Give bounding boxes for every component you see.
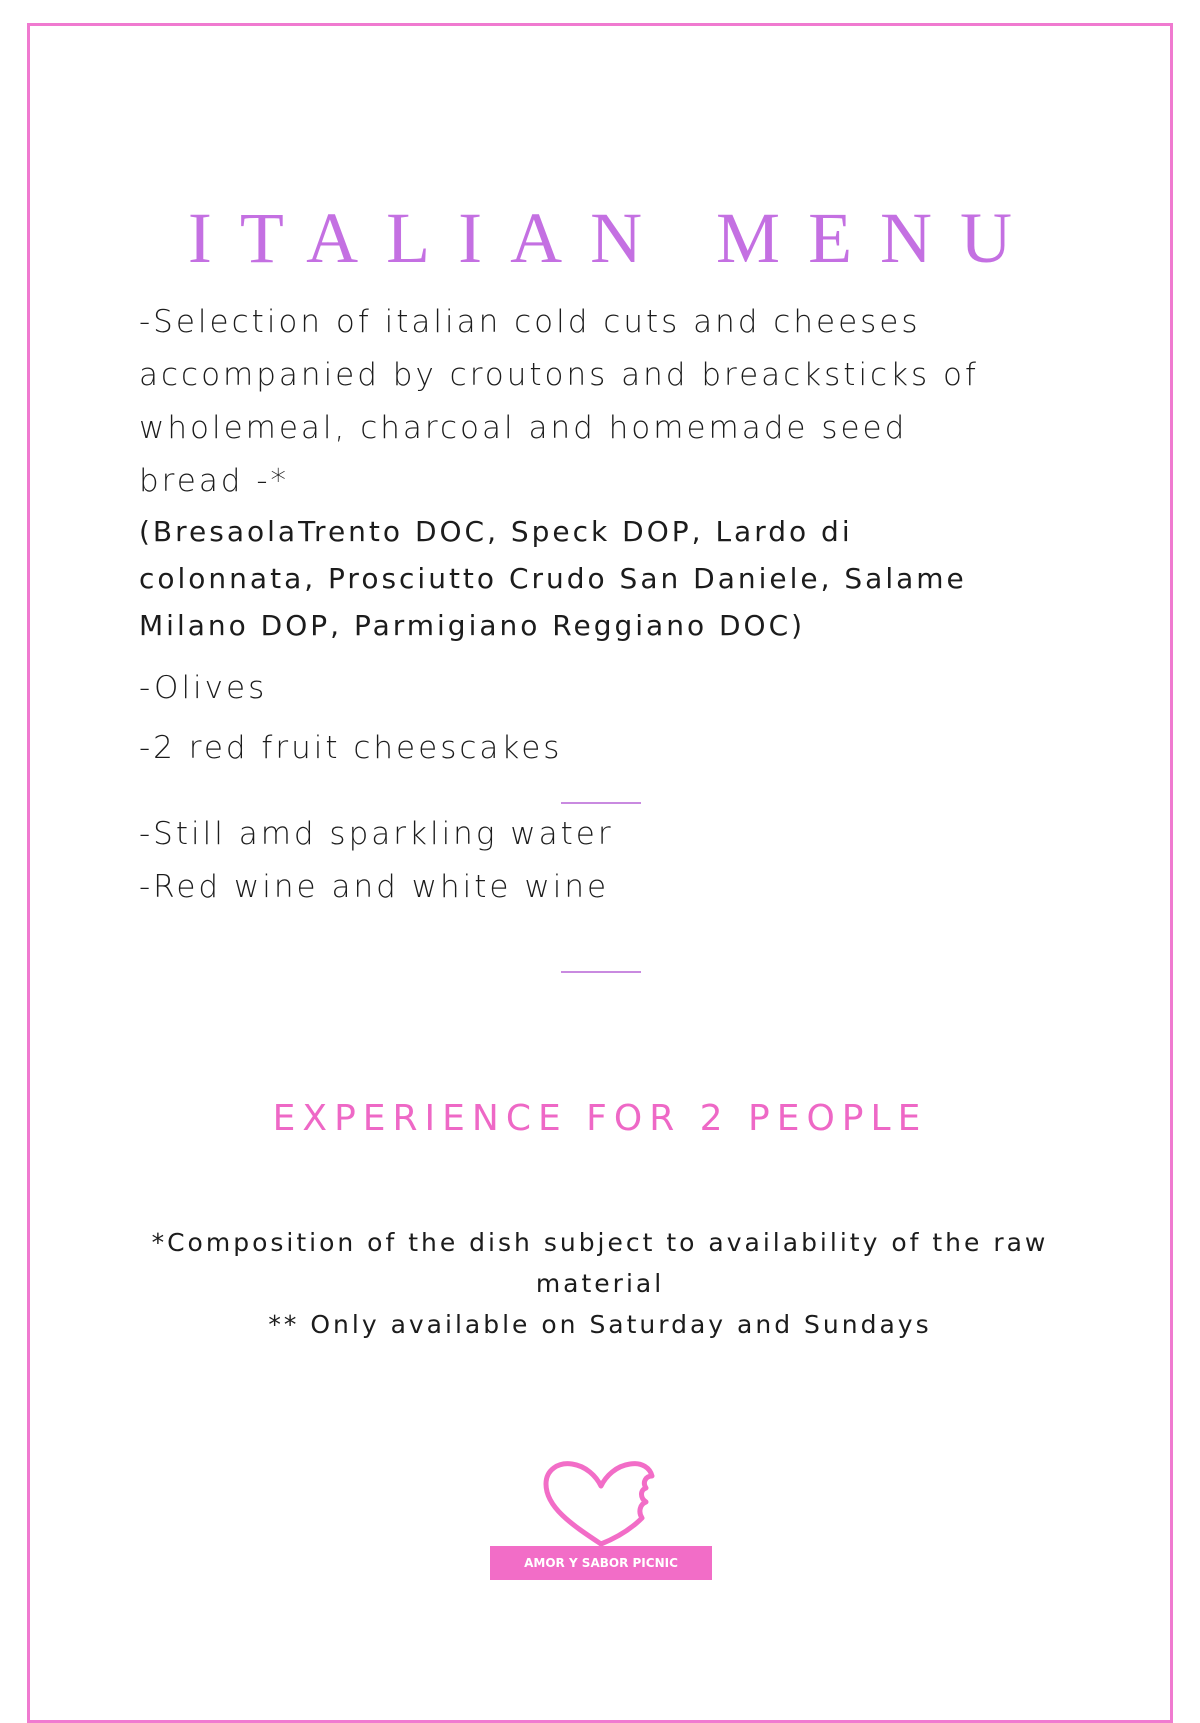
menu-details-line-3: Milano DOP, Parmigiano Reggiano DOC) xyxy=(139,609,806,642)
divider-bottom xyxy=(561,971,641,973)
menu-details-line-1: (BresaolaTrento DOC, Speck DOP, Lardo di xyxy=(139,515,853,548)
menu-item-cold-cuts-line-1: -Selection of italian cold cuts and cheeses xyxy=(139,304,921,340)
menu-item-olives: -Olives xyxy=(139,670,268,706)
experience-heading: EXPERIENCE FOR 2 PEOPLE xyxy=(272,1098,928,1139)
logo-text: AMOR Y SABOR PICNIC xyxy=(490,1546,712,1580)
drink-water: -Still amd sparkling water xyxy=(139,816,614,852)
footnote-line-2: material xyxy=(535,1269,665,1298)
drink-wine: -Red wine and white wine xyxy=(139,869,610,905)
footnotes xyxy=(120,1222,1080,1345)
divider-top xyxy=(561,802,641,804)
menu-item-cold-cuts-line-4: bread -* xyxy=(139,463,290,499)
menu-details-line-2: colonnata, Prosciutto Crudo San Daniele, Salame xyxy=(139,562,967,595)
brand-logo xyxy=(490,1460,712,1580)
page-title: ITALIAN MENU xyxy=(187,198,1041,279)
menu-item-cold-cuts-line-2: accompanied by croutons and breacksticks of xyxy=(139,357,979,393)
footnote-line-3: ** Only available on Saturday and Sundays xyxy=(268,1310,932,1339)
drinks-list xyxy=(139,808,1079,914)
bitten-heart-icon xyxy=(534,1460,668,1552)
footnote-line-1: *Composition of the dish subject to availability of the raw xyxy=(151,1228,1049,1257)
menu-item-cheesecakes: -2 red fruit cheescakes xyxy=(139,730,563,766)
menu-item-cold-cuts-line-3: wholemeal, charcoal and homemade seed xyxy=(139,410,908,446)
menu-list xyxy=(139,296,1079,777)
